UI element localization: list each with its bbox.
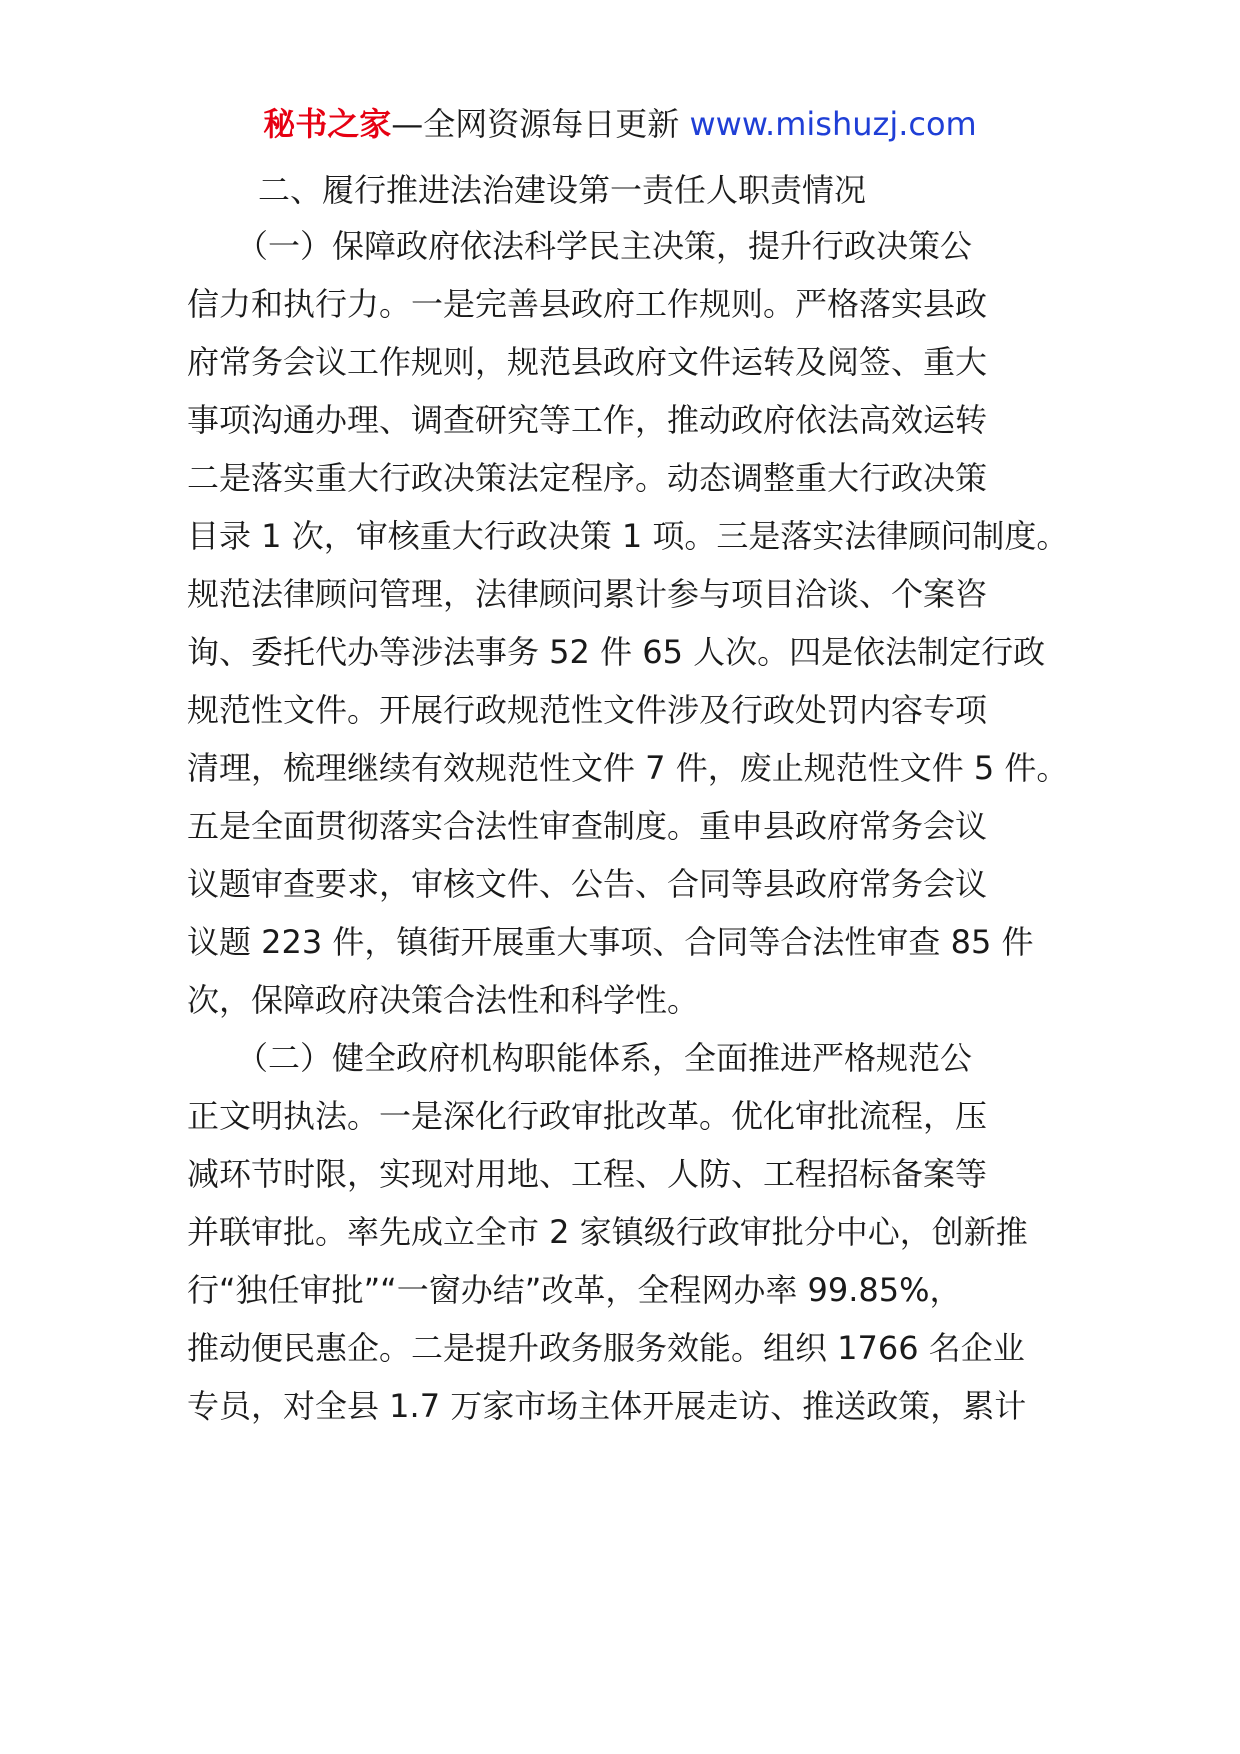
body-line: 减环节时限，实现对用地、工程、人防、工程招标备案等 <box>187 1155 988 1193</box>
header-brand: 秘书之家 <box>263 105 392 143</box>
body-line: 规范性文件。开展行政规范性文件涉及行政处罚内容专项 <box>187 691 988 729</box>
header-url-link[interactable]: www.mishuzj.com <box>689 105 977 143</box>
page-header <box>0 102 1240 146</box>
body-line: 目录 1 次，审核重大行政决策 1 项。三是落实法律顾问制度。 <box>187 517 1069 555</box>
body-line: 行“独任审批”“一窗办结”改革，全程网办率 99.85%， <box>187 1271 962 1309</box>
body-line: 府常务会议工作规则，规范县政府文件运转及阅签、重大 <box>187 343 988 381</box>
body-line: 并联审批。率先成立全市 2 家镇级行政审批分中心，创新推 <box>187 1213 1028 1251</box>
body-line: 五是全面贯彻落实合法性审查制度。重申县政府常务会议 <box>187 807 988 845</box>
body-line: 议题 223 件，镇街开展重大事项、合同等合法性审查 85 件 <box>187 923 1034 961</box>
body-line: 专员，对全县 1.7 万家市场主体开展走访、推送政策，累计 <box>187 1387 1027 1425</box>
body-line: 议题审查要求，审核文件、公告、合同等县政府常务会议 <box>187 865 988 903</box>
body-line: 清理，梳理继续有效规范性文件 7 件，废止规范性文件 5 件。 <box>187 749 1069 787</box>
body-line: 询、委托代办等涉法事务 52 件 65 人次。四是依法制定行政 <box>187 633 1046 671</box>
section-heading: 二、履行推进法治建设第一责任人职责情况 <box>258 171 867 209</box>
body-line: 次，保障政府决策合法性和科学性。 <box>187 981 700 1019</box>
body-line: （一）保障政府依法科学民主决策，提升行政决策公 <box>236 227 973 265</box>
body-line: 事项沟通办理、调查研究等工作，推动政府依法高效运转 <box>187 401 988 439</box>
body-line: 二是落实重大行政决策法定程序。动态调整重大行政决策 <box>187 459 988 497</box>
body-line: 规范法律顾问管理，法律顾问累计参与项目洽谈、个案咨 <box>187 575 988 613</box>
header-tagline: —全网资源每日更新 <box>391 105 690 143</box>
body-line: （二）健全政府机构职能体系，全面推进严格规范公 <box>236 1039 973 1077</box>
body-line: 正文明执法。一是深化行政审批改革。优化审批流程，压 <box>187 1097 988 1135</box>
body-line: 信力和执行力。一是完善县政府工作规则。严格落实县政 <box>187 285 988 323</box>
body-line: 推动便民惠企。二是提升政务服务效能。组织 1766 名企业 <box>187 1329 1025 1367</box>
